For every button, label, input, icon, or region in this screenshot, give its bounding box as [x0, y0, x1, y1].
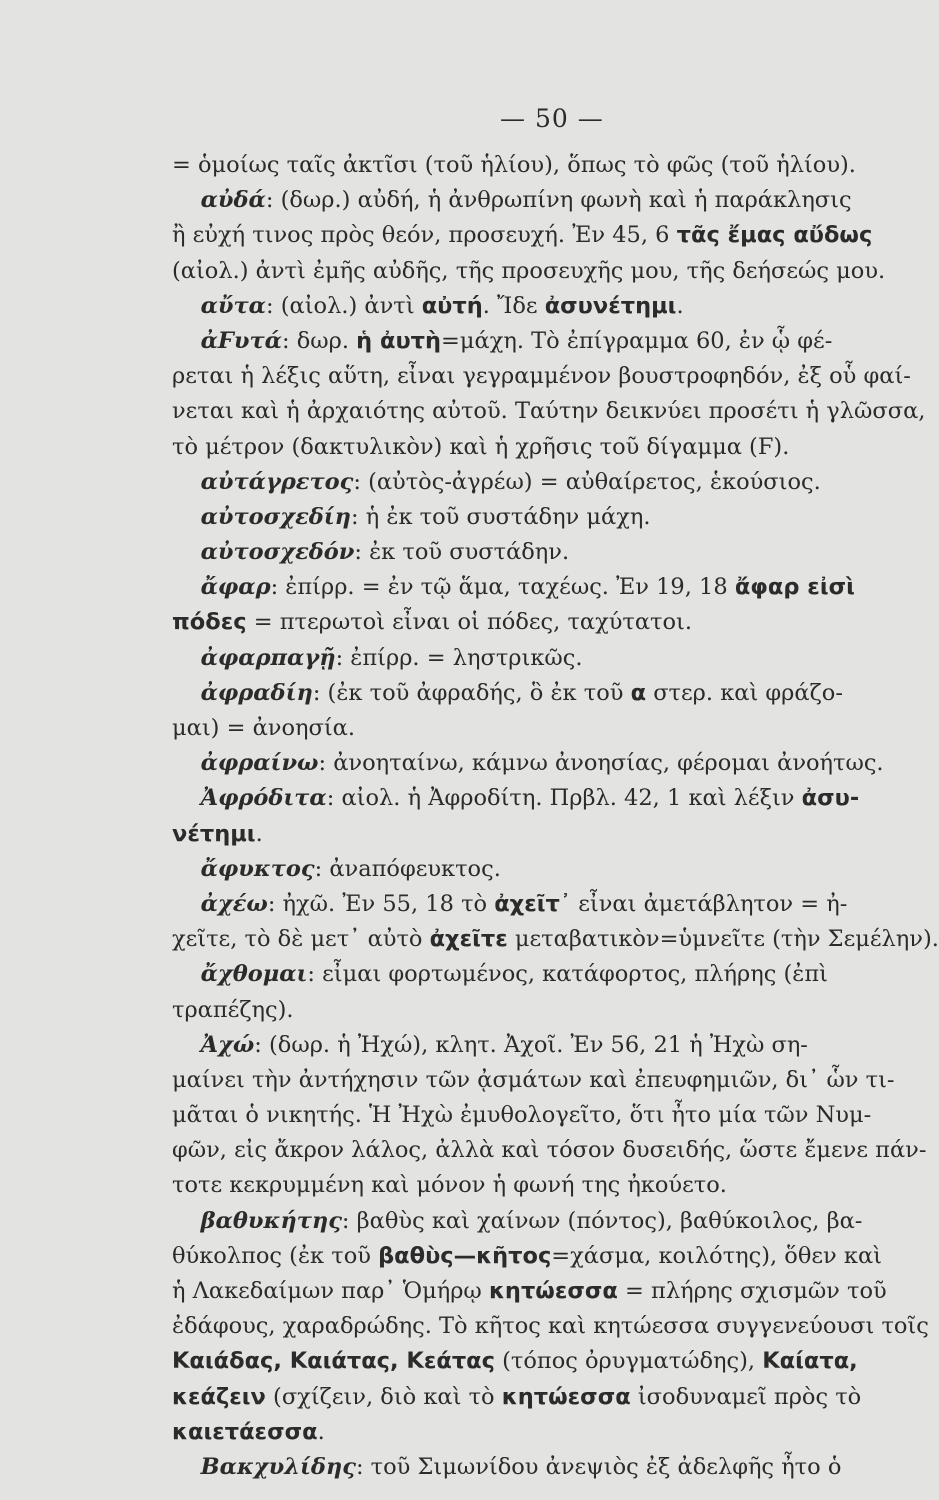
text-line	[172, 183, 890, 218]
text-run: : ἀνaπόφευκτος.	[314, 855, 501, 882]
text-run: : ἡ ἐκ τοῦ συστάδην μάχη.	[351, 503, 651, 530]
text-line	[172, 746, 890, 781]
text-run: : αἰολ. ἡ Ἀφροδίτη. Πρβλ. 42, 1 καὶ λέξιν	[326, 785, 802, 812]
text-run	[172, 680, 201, 706]
emphasized-term: αὐτάγρετος	[200, 468, 354, 495]
emphasized-term: κεάζειν	[172, 1383, 266, 1410]
text-line	[172, 1133, 927, 1168]
text-run: μαι) = ἀνοησία.	[172, 715, 355, 741]
text-line	[172, 394, 926, 429]
text-line	[172, 1239, 890, 1274]
text-run: χεῖτε, τὸ δὲ μετ᾿ αὐτὸ	[172, 926, 430, 953]
text-run: : τοῦ Σιμωνίδου ἀνεψιὸς ἐξ ἀδελφῆς ἦτο ὁ	[355, 1453, 842, 1480]
text-run: = ὁμοίως ταῖς ἀκτῖσι (τοῦ ἡλίου), ὅπως τὸ φῶς (τοῦ ἡλίου).	[172, 152, 856, 178]
text-run	[172, 539, 201, 565]
text-run	[172, 1032, 201, 1058]
text-line	[172, 359, 911, 394]
emphasized-term: ἀσυνέτημι	[544, 292, 677, 319]
text-line	[172, 605, 890, 640]
text-line	[172, 1380, 890, 1415]
text-run	[172, 187, 201, 213]
text-run: : ἠχῶ. Ἐν 55, 18 τὸ	[267, 890, 495, 917]
emphasized-term: καιετάεσσα	[172, 1418, 318, 1445]
text-line	[172, 535, 890, 570]
text-line	[172, 676, 890, 711]
text-line	[172, 852, 890, 887]
text-run: τοτε κεκρυμμένη καὶ μόνον ἡ φωνή της ἠκούετο.	[172, 1172, 727, 1199]
text-run: ἢ εὐχή τινος πρὸς θεόν, προσευχή. Ἐν 45, 6	[172, 222, 677, 249]
text-line	[172, 1204, 890, 1239]
text-run	[172, 1454, 201, 1480]
text-run	[172, 574, 201, 600]
text-run	[172, 785, 201, 811]
emphasized-term: πόδες	[172, 609, 247, 636]
emphasized-term: νέτημι	[172, 820, 256, 847]
emphasized-term: ἀχεῖτε	[429, 926, 508, 953]
text-line	[172, 1415, 890, 1450]
text-line	[172, 922, 939, 957]
text-run: φῶν, εἰς ἄκρον λάλος, ἀλλὰ καὶ τόσον δυσειδής, ὥστε ἔμενε πάν-	[172, 1137, 927, 1164]
text-line	[172, 1274, 890, 1309]
text-run	[172, 293, 201, 319]
emphasized-term: ἄφαρ	[200, 574, 271, 601]
text-run: : (αἰολ.) ἀντὶ	[266, 292, 422, 319]
emphasized-term: Ἀφρόδιτα	[200, 785, 327, 812]
text-run: = πλήρης σχισμῶν τοῦ	[617, 1278, 887, 1304]
text-run: : (ἐκ τοῦ ἀφραδής, ὃ ἐκ τοῦ	[312, 679, 631, 706]
emphasized-term: ἄχθομαι	[200, 961, 308, 988]
emphasized-term: Βακχυλίδης	[200, 1453, 356, 1480]
text-line	[172, 465, 890, 500]
emphasized-term: ἄφυκτος	[200, 855, 315, 882]
text-run: εἶναι ἀμετάβλητον = ἠ-	[571, 890, 848, 917]
text-run: = πτερωτοὶ εἶναι οἱ πόδες, ταχύτατοι.	[246, 609, 693, 636]
text-line	[172, 148, 890, 183]
text-run	[172, 645, 201, 671]
text-run: ρεται ἡ λέξις αὕτη, εἶναι γεγραμμένον βουστροφηδόν, ἐξ οὗ φαί-	[172, 363, 911, 390]
emphasized-term: ἀχεῖτ᾿	[494, 890, 572, 917]
text-run: : (δωρ.) αὐδή, ἡ ἀνθρωπίνη φωνὴ καὶ ἡ παράκλησις	[265, 187, 852, 214]
text-run: τὸ μέτρον (δακτυλικὸν) καὶ ἡ χρῆσις τοῦ δίγαμμα (Ϝ).	[172, 433, 790, 460]
emphasized-term: ἡ ἀυτὴ	[356, 327, 442, 354]
text-line	[172, 781, 890, 816]
emphasized-term: ἀφαρπαγῇ	[200, 644, 336, 671]
emphasized-term: αὐτοσχεδόν	[200, 539, 355, 566]
text-run: θύκολπος (ἐκ τοῦ	[172, 1242, 379, 1269]
text-run: : ἐκ τοῦ συστάδην.	[354, 539, 570, 566]
text-run: .	[676, 292, 684, 319]
text-line	[172, 254, 890, 289]
text-run: ἰσοδυναμεῖ πρὸς τὸ	[630, 1383, 862, 1410]
emphasized-term: κητώεσσα	[501, 1383, 631, 1410]
emphasized-term: ἀφραδίη	[200, 679, 313, 706]
text-run: : ἐπίρρ. = ληστρικῶς.	[335, 644, 583, 671]
text-run: =χάσμα, κοιλότης), ὅθεν καὶ	[551, 1242, 882, 1269]
text-line	[172, 1028, 890, 1063]
text-run: τραπέζης).	[172, 996, 294, 1023]
emphasized-term: ἄφαρ εἰσὶ	[734, 574, 855, 601]
page-body	[172, 148, 939, 1485]
text-run: : δωρ.	[281, 327, 357, 354]
text-line	[172, 993, 890, 1028]
text-run: νεται καὶ ἡ ἀρχαιότης αὐτοῦ. Ταύτην δεικνύει προσέτι ἡ γλῶσσα,	[172, 398, 926, 425]
text-line	[172, 289, 890, 324]
emphasized-term: αὐτοσχεδίη	[200, 503, 352, 530]
text-run	[172, 891, 201, 917]
emphasized-term: βαθὺς—κῆτος	[378, 1242, 552, 1269]
text-line	[172, 817, 890, 852]
emphasized-term: αὐδά	[200, 187, 266, 214]
emphasized-term: ἀσυ-	[801, 785, 860, 812]
text-run: ἐδάφους, χαραδρώδης. Τὸ κῆτος καὶ κητώεσσα συγγενεύουσι τοῖς	[172, 1313, 929, 1340]
text-run: =μάχη. Τὸ ἐπίγραμμα 60, ἐν ᾧ φέ-	[441, 327, 833, 354]
emphasized-term: ἀφραίνω	[200, 750, 319, 777]
text-run: μεταβατικὸν=ὑμνεῖτε (τὴν Σεμέλην).	[507, 926, 939, 953]
text-run: (αἰολ.) ἀντὶ ἐμῆς αὐδῆς, τῆς προσευχῆς μου, τῆς δεήσεώς μου.	[172, 257, 886, 284]
text-run: : βαθὺς καὶ χαίνων (πόντος), βαθύκοιλος, βα-	[341, 1207, 863, 1234]
text-run: .	[255, 820, 263, 847]
text-run: : (δωρ. ἡ Ἠχώ), κλητ. Ἀχοῖ. Ἐν 56, 21 ἡ Ἠχὼ ση-	[254, 1031, 808, 1058]
text-line	[172, 1098, 890, 1133]
text-line	[172, 957, 890, 992]
emphasized-term: βαθυκήτης	[200, 1207, 342, 1234]
text-line	[172, 500, 890, 535]
text-run: ἡ Λακεδαίμων παρ᾿ Ὁμήρῳ	[172, 1278, 489, 1304]
emphasized-term: ἀϜυτά	[200, 327, 282, 354]
text-run	[172, 469, 201, 495]
emphasized-term: Καίατα,	[762, 1348, 858, 1375]
emphasized-term: αὐτή	[421, 292, 483, 319]
text-run	[172, 961, 201, 987]
text-line	[172, 1063, 895, 1098]
emphasized-term: Καιάδας, Καιάτας, Κεάτας	[172, 1348, 495, 1375]
text-run: στερ. καὶ φράζο-	[646, 679, 843, 706]
emphasized-term: ἀχέω	[200, 890, 268, 917]
text-line	[172, 430, 890, 465]
text-line	[172, 711, 890, 746]
text-line	[172, 218, 890, 253]
text-run	[172, 504, 201, 530]
text-run	[172, 750, 201, 776]
emphasized-term: α	[630, 679, 647, 706]
text-run	[172, 328, 201, 354]
emphasized-term: Ἀχώ	[200, 1031, 255, 1058]
text-run: μᾶται ὁ νικητής. Ἡ Ἠχὼ ἐμυθολογεῖτο, ὅτι ἦτο μία τῶν Νυμ-	[172, 1102, 872, 1129]
text-run: : ἀνοηταίνω, κάμνω ἀνοησίας, φέρομαι ἀνοήτως.	[318, 750, 884, 777]
text-run: μαίνει τὴν ἀντήχησιν τῶν ᾀσμάτων καὶ ἐπευφημιῶν, δι᾿ ὧν τι-	[172, 1066, 895, 1093]
text-line	[172, 641, 890, 676]
text-run: (σχίζειν, διὸ καὶ τὸ	[265, 1383, 502, 1410]
text-run: .	[317, 1418, 325, 1445]
text-line	[172, 1168, 890, 1203]
text-line	[172, 324, 890, 359]
text-line	[172, 570, 890, 605]
emphasized-term: αὔτα	[200, 292, 266, 319]
text-line	[172, 1309, 929, 1344]
text-line	[172, 1450, 890, 1485]
text-run	[172, 1208, 201, 1234]
text-run: : εἶμαι φορτωμένος, κατάφορτος, πλήρης (ἐπὶ	[307, 961, 828, 988]
text-line	[172, 887, 890, 922]
emphasized-term: τᾶς ἔμας αὔδως	[676, 222, 873, 249]
text-run: : ἐπίρρ. = ἐν τῷ ἅμα, ταχέως. Ἐν 19, 18	[270, 574, 735, 601]
text-run: : (αὐτὸς-ἀγρέω) = αὐθαίρετος, ἑκούσιος.	[353, 468, 821, 495]
page-number: — 50 —	[500, 104, 604, 133]
text-run	[172, 856, 201, 882]
text-line	[172, 1344, 890, 1379]
text-run: . Ἴδε	[482, 292, 545, 319]
emphasized-term: κητώεσσα	[488, 1278, 618, 1304]
text-run: (τόπος ὀρυγματώδης),	[494, 1348, 763, 1375]
